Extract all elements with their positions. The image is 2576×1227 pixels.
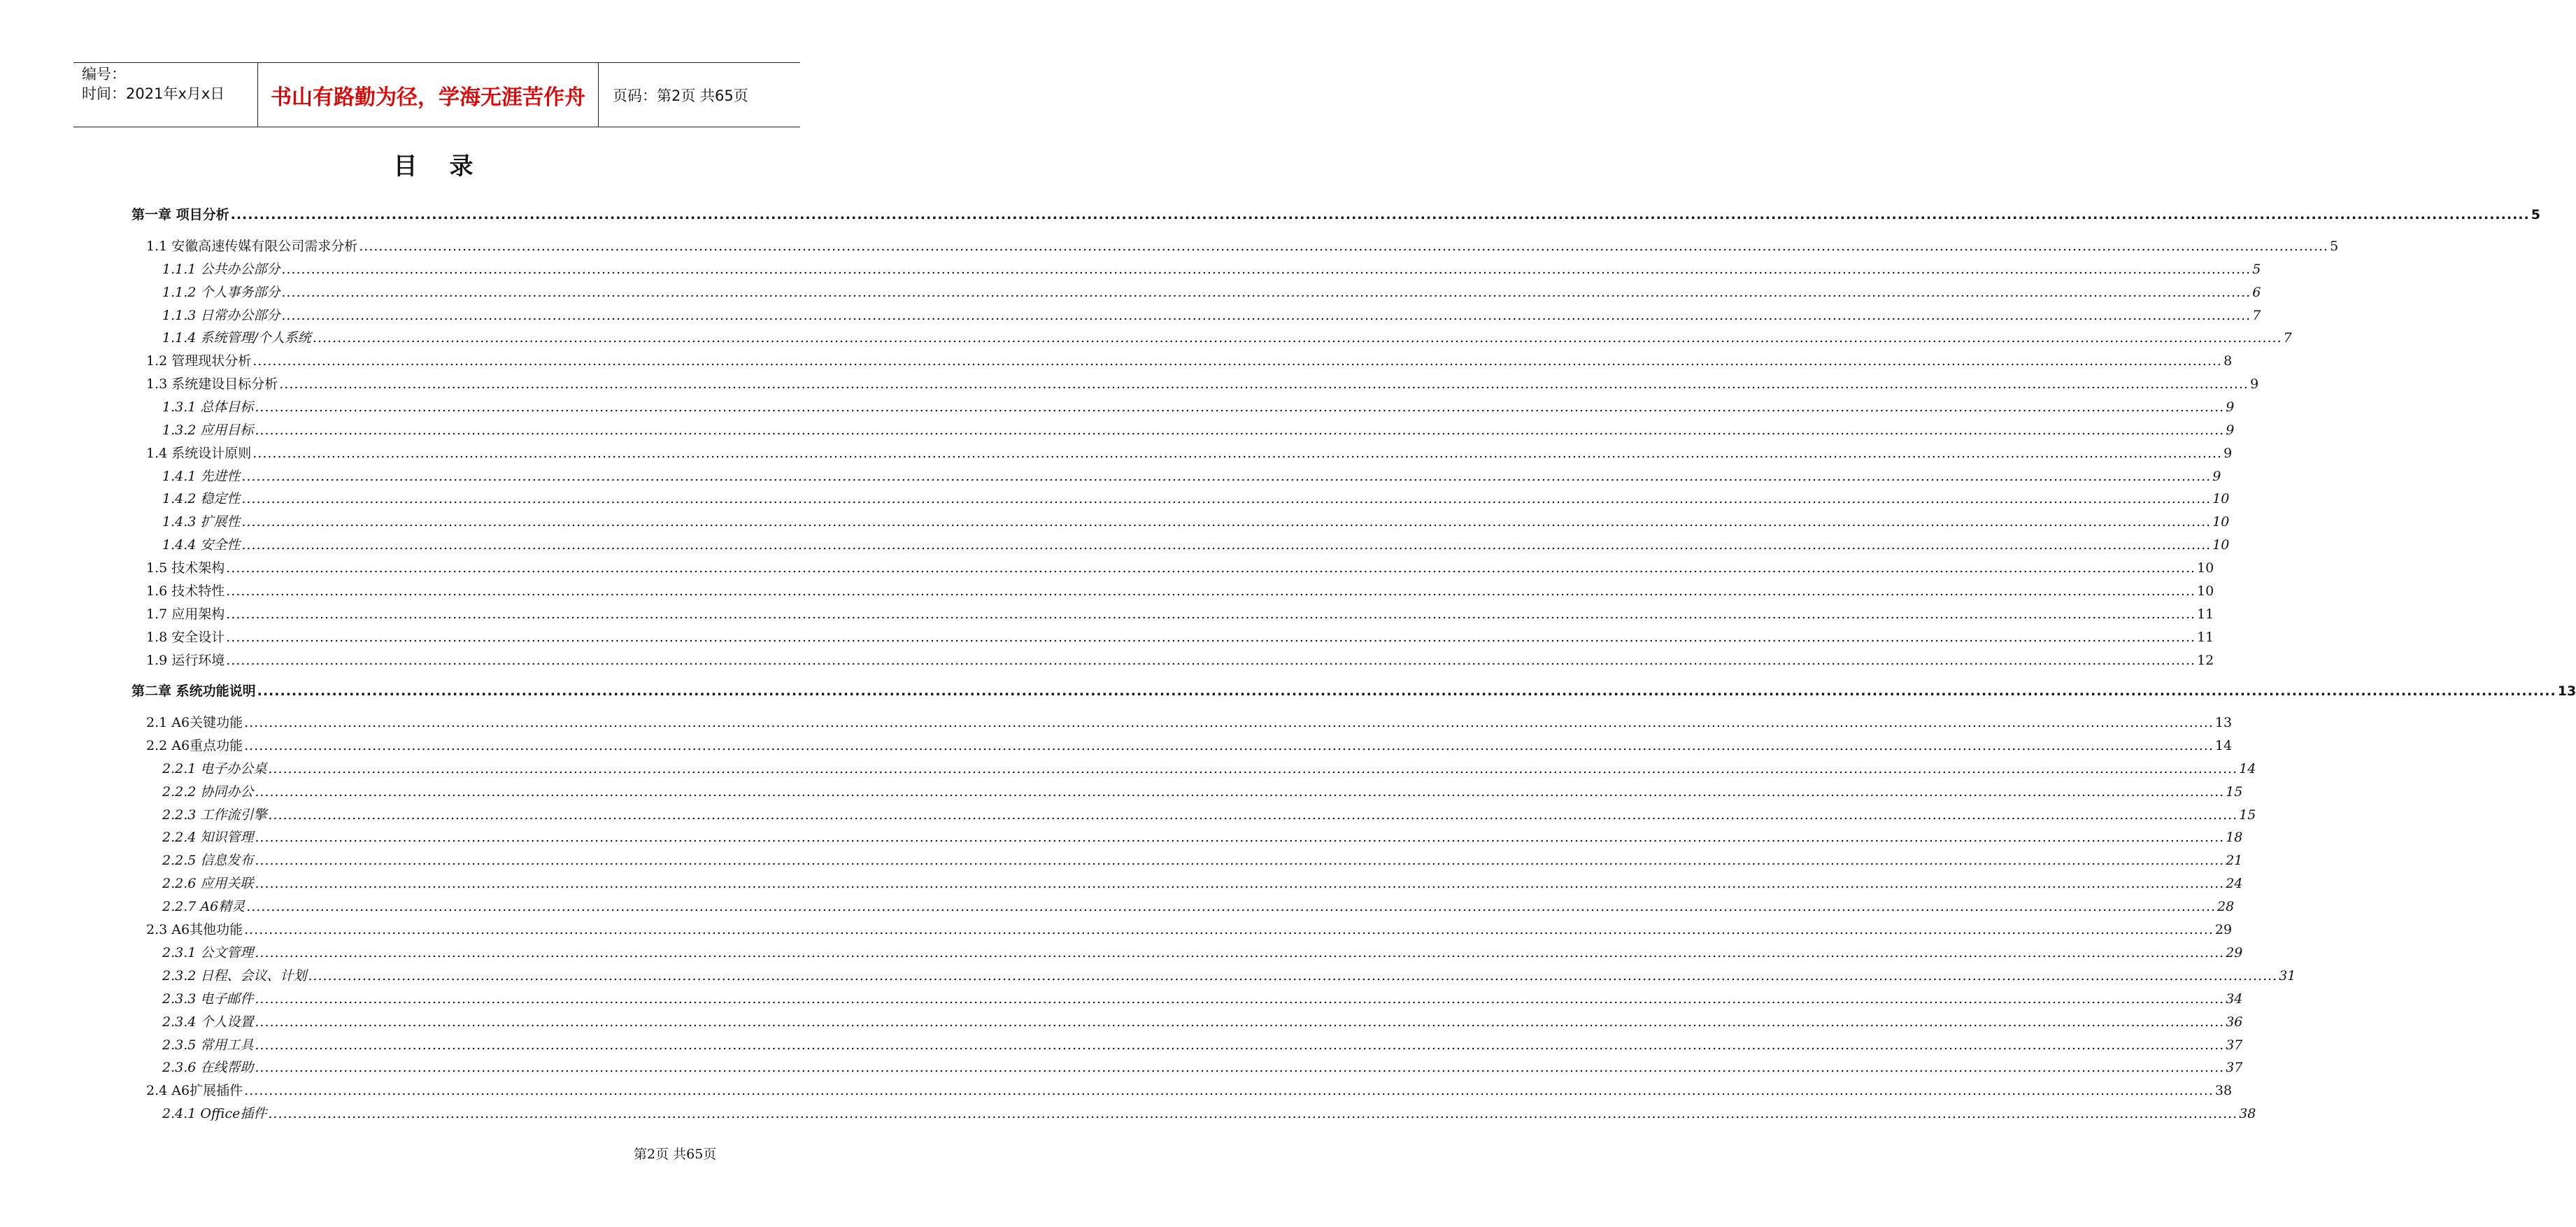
toc-entry-page: 28 xyxy=(2217,899,2235,914)
toc-entry-page: 37 xyxy=(2226,1060,2243,1075)
toc-entry[interactable] xyxy=(162,534,2230,553)
toc-entry[interactable] xyxy=(162,965,2296,984)
toc-entry-page: 11 xyxy=(2197,630,2214,645)
title-char-1: 目 xyxy=(393,153,419,180)
toc-leader-dots: ................................................................................................................................................................................................................................................................................................................................................................................................................ xyxy=(255,1060,2225,1075)
toc-entry-page: 36 xyxy=(2226,1014,2243,1030)
toc-entry-label: 2.3.2 日程、会议、计划 xyxy=(162,968,307,984)
document-header xyxy=(73,62,800,127)
toc-entry-page: 34 xyxy=(2226,991,2243,1007)
toc-entry-page: 10 xyxy=(2212,514,2230,530)
toc-entry-label: 1.5 技术架构 xyxy=(146,560,225,576)
toc-leader-dots: ................................................................................................................................................................................................................................................................................................................................................................................................................ xyxy=(226,583,2196,599)
page-title xyxy=(0,147,868,181)
toc-entry-label: 2.2.4 知识管理 xyxy=(162,830,254,845)
toc-entry[interactable] xyxy=(162,488,2230,507)
toc-leader-dots: ................................................................................................................................................................................................................................................................................................................................................................................................................ xyxy=(281,308,2251,323)
toc-entry-page: 11 xyxy=(2197,607,2214,622)
toc-leader-dots: ................................................................................................................................................................................................................................................................................................................................................................................................................ xyxy=(230,207,2530,222)
toc-leader-dots: ................................................................................................................................................................................................................................................................................................................................................................................................................ xyxy=(244,1083,2214,1098)
toc-entry-label: 1.1.1 公共办公部分 xyxy=(162,262,280,277)
toc-entry-label: 2.3.4 个人设置 xyxy=(162,1014,254,1030)
toc-leader-dots: ................................................................................................................................................................................................................................................................................................................................................................................................................ xyxy=(255,991,2225,1007)
toc-entry-page: 7 xyxy=(2283,330,2292,346)
toc-entry[interactable] xyxy=(146,581,2214,600)
toc-leader-dots: ................................................................................................................................................................................................................................................................................................................................................................................................................ xyxy=(241,514,2212,530)
toc-entry[interactable] xyxy=(162,1035,2243,1054)
toc-entry[interactable] xyxy=(162,988,2243,1007)
toc-entry-page: 5 xyxy=(2252,262,2261,277)
toc-leader-dots: ................................................................................................................................................................................................................................................................................................................................................................................................................ xyxy=(241,469,2212,484)
toc-entry-label: 2.2.7 A6精灵 xyxy=(162,899,245,914)
toc-entry-page: 9 xyxy=(2226,399,2235,415)
toc-entry-page: 38 xyxy=(2239,1106,2256,1121)
toc-leader-dots: ................................................................................................................................................................................................................................................................................................................................................................................................................ xyxy=(226,560,2196,576)
toc-entry-page: 7 xyxy=(2252,308,2261,323)
toc-leader-dots: ................................................................................................................................................................................................................................................................................................................................................................................................................ xyxy=(244,738,2214,753)
toc-entry-page: 5 xyxy=(2531,207,2540,222)
toc-entry-page: 14 xyxy=(2214,738,2233,753)
toc-entry-label: 1.4.4 安全性 xyxy=(162,537,241,553)
toc-leader-dots: ................................................................................................................................................................................................................................................................................................................................................................................................................ xyxy=(246,899,2216,914)
toc-entry-page: 29 xyxy=(2226,945,2243,960)
toc-entry-label: 2.2.2 协同办公 xyxy=(162,784,254,800)
toc-entry[interactable] xyxy=(146,374,2259,392)
toc-entry[interactable] xyxy=(162,781,2243,800)
toc-entry[interactable] xyxy=(162,1012,2243,1030)
toc-entry[interactable] xyxy=(162,758,2256,777)
toc-leader-dots: ................................................................................................................................................................................................................................................................................................................................................................................................................ xyxy=(255,1014,2225,1030)
toc-entry-label: 1.3 系统建设目标分析 xyxy=(146,376,278,392)
toc-entry[interactable] xyxy=(162,305,2261,324)
toc-entry[interactable] xyxy=(131,681,2576,700)
toc-entry-page: 10 xyxy=(2197,583,2214,599)
toc-entry-label: 2.3.3 电子邮件 xyxy=(162,991,254,1007)
toc-entry[interactable] xyxy=(146,443,2233,462)
toc-entry[interactable] xyxy=(162,804,2256,823)
toc-leader-dots: ................................................................................................................................................................................................................................................................................................................................................................................................................ xyxy=(268,761,2238,776)
title-char-2: 录 xyxy=(449,153,475,180)
toc-entry-label: 2.2 A6重点功能 xyxy=(146,738,243,753)
toc-leader-dots: ................................................................................................................................................................................................................................................................................................................................................................................................................ xyxy=(255,830,2225,845)
toc-entry[interactable] xyxy=(146,627,2214,646)
toc-leader-dots: ................................................................................................................................................................................................................................................................................................................................................................................................................ xyxy=(308,968,2278,984)
toc-entry-page: 9 xyxy=(2226,423,2235,438)
toc-leader-dots: ................................................................................................................................................................................................................................................................................................................................................................................................................ xyxy=(255,784,2225,800)
toc-entry[interactable] xyxy=(146,650,2214,669)
toc-entry[interactable] xyxy=(162,511,2230,530)
toc-entry-label: 1.1.2 个人事务部分 xyxy=(162,285,280,300)
toc-leader-dots: ................................................................................................................................................................................................................................................................................................................................................................................................................ xyxy=(281,285,2251,300)
toc-leader-dots: ................................................................................................................................................................................................................................................................................................................................................................................................................ xyxy=(252,446,2223,461)
toc-entry-label: 1.9 运行环境 xyxy=(146,653,225,668)
toc-entry-label: 1.3.1 总体目标 xyxy=(162,399,254,415)
toc-leader-dots: ................................................................................................................................................................................................................................................................................................................................................................................................................ xyxy=(312,330,2282,346)
toc-entry-page: 38 xyxy=(2214,1083,2233,1098)
toc-entry-page: 13 xyxy=(2557,683,2576,699)
toc-leader-dots: ................................................................................................................................................................................................................................................................................................................................................................................................................ xyxy=(244,922,2214,937)
toc-entry-label: 1.2 管理现状分析 xyxy=(146,353,252,369)
toc-entry-label: 1.3.2 应用目标 xyxy=(162,423,254,438)
header-page-info: 页码：第2页 共65页 xyxy=(613,87,748,104)
toc-entry-label: 1.4 系统设计原则 xyxy=(146,446,252,461)
toc-entry[interactable] xyxy=(162,850,2243,869)
toc-leader-dots: ................................................................................................................................................................................................................................................................................................................................................................................................................ xyxy=(226,653,2196,668)
toc-entry-label: 2.1 A6关键功能 xyxy=(146,715,243,730)
toc-leader-dots: ................................................................................................................................................................................................................................................................................................................................................................................................................ xyxy=(226,630,2196,645)
toc-entry-page: 31 xyxy=(2279,968,2296,984)
number-label: 编号： xyxy=(82,66,126,83)
toc-entry-label: 2.3 A6其他功能 xyxy=(146,922,243,937)
toc-entry[interactable] xyxy=(131,204,2540,223)
toc-entry-page: 9 xyxy=(2223,446,2233,461)
toc-entry[interactable] xyxy=(162,466,2221,485)
toc-entry-label: 1.6 技术特性 xyxy=(146,583,225,599)
toc-entry-label: 2.3.6 在线帮助 xyxy=(162,1060,254,1075)
toc-entry-label: 1.1 安徽高速传媒有限公司需求分析 xyxy=(146,239,358,254)
toc-entry-label: 2.3.5 常用工具 xyxy=(162,1037,254,1053)
toc-leader-dots: ................................................................................................................................................................................................................................................................................................................................................................................................................ xyxy=(241,537,2212,553)
toc-entry-label: 2.3.1 公文管理 xyxy=(162,945,254,960)
toc-leader-dots: ................................................................................................................................................................................................................................................................................................................................................................................................................ xyxy=(255,876,2225,891)
toc-entry-page: 37 xyxy=(2226,1037,2243,1053)
toc-entry-label: 2.2.6 应用关联 xyxy=(162,876,254,891)
toc-leader-dots: ................................................................................................................................................................................................................................................................................................................................................................................................................ xyxy=(279,376,2249,392)
toc-entry[interactable] xyxy=(162,397,2235,416)
time-label: 时间：2021年x月x日 xyxy=(82,85,225,102)
toc-entry[interactable] xyxy=(146,735,2233,754)
toc-leader-dots: ................................................................................................................................................................................................................................................................................................................................................................................................................ xyxy=(255,1037,2225,1053)
toc-entry-page: 10 xyxy=(2197,560,2214,576)
toc-leader-dots: ................................................................................................................................................................................................................................................................................................................................................................................................................ xyxy=(255,945,2225,960)
toc-entry-label: 2.2.3 工作流引擎 xyxy=(162,807,267,823)
toc-entry-page: 6 xyxy=(2252,285,2261,300)
toc-entry-page: 21 xyxy=(2226,853,2243,868)
toc-entry-label: 2.2.1 电子办公桌 xyxy=(162,761,267,776)
toc-entry-page: 14 xyxy=(2239,761,2256,776)
toc-entry-label: 2.2.5 信息发布 xyxy=(162,853,254,868)
toc-entry-label: 1.4.3 扩展性 xyxy=(162,514,241,530)
toc-leader-dots: ................................................................................................................................................................................................................................................................................................................................................................................................................ xyxy=(255,423,2225,438)
toc-entry[interactable] xyxy=(146,919,2233,938)
toc-entry-page: 24 xyxy=(2226,876,2243,891)
toc-entry-label: 1.8 安全设计 xyxy=(146,630,225,645)
toc-leader-dots: ................................................................................................................................................................................................................................................................................................................................................................................................................ xyxy=(244,715,2214,730)
toc-leader-dots: ................................................................................................................................................................................................................................................................................................................................................................................................................ xyxy=(241,491,2212,506)
toc-entry[interactable] xyxy=(162,327,2292,346)
toc-entry[interactable] xyxy=(162,1103,2256,1122)
toc-entry-page: 9 xyxy=(2212,469,2221,484)
toc-entry[interactable] xyxy=(146,604,2214,623)
toc-entry-page: 9 xyxy=(2250,376,2259,392)
toc-entry[interactable] xyxy=(162,942,2243,961)
toc-leader-dots: ................................................................................................................................................................................................................................................................................................................................................................................................................ xyxy=(257,683,2556,699)
toc-entry[interactable] xyxy=(146,1080,2233,1099)
toc-leader-dots: ................................................................................................................................................................................................................................................................................................................................................................................................................ xyxy=(255,853,2225,868)
toc-entry[interactable] xyxy=(162,420,2235,439)
toc-entry[interactable] xyxy=(146,558,2214,576)
toc-entry[interactable] xyxy=(146,712,2233,731)
toc-entry-page: 15 xyxy=(2226,784,2243,800)
toc-leader-dots: ................................................................................................................................................................................................................................................................................................................................................................................................................ xyxy=(359,239,2329,254)
toc-entry-page: 8 xyxy=(2223,353,2233,369)
toc-entry-page: 10 xyxy=(2212,537,2230,553)
toc-entry-label: 1.4.2 稳定性 xyxy=(162,491,241,506)
toc-entry[interactable] xyxy=(162,1057,2243,1076)
toc-entry-label: 1.4.1 先进性 xyxy=(162,469,241,484)
toc-entry-page: 10 xyxy=(2212,491,2230,506)
toc-entry[interactable] xyxy=(162,896,2235,915)
header-left-cell xyxy=(73,63,258,127)
toc-entry-page: 18 xyxy=(2226,830,2243,845)
toc-entry[interactable] xyxy=(162,259,2261,278)
toc-entry-label: 1.1.4 系统管理/个人系统 xyxy=(162,330,311,346)
page-footer: 第2页 共65页 xyxy=(634,1147,717,1162)
toc-entry-label: 第一章 项目分析 xyxy=(131,207,229,222)
toc-leader-dots: ................................................................................................................................................................................................................................................................................................................................................................................................................ xyxy=(268,1106,2238,1121)
toc-leader-dots: ................................................................................................................................................................................................................................................................................................................................................................................................................ xyxy=(226,607,2196,622)
toc-leader-dots: ................................................................................................................................................................................................................................................................................................................................................................................................................ xyxy=(268,807,2238,823)
toc-entry-page: 15 xyxy=(2239,807,2256,823)
toc-entry[interactable] xyxy=(146,350,2233,369)
toc-entry-page: 5 xyxy=(2330,239,2339,254)
toc-entry-label: 1.1.3 日常办公部分 xyxy=(162,308,280,323)
header-motto: 书山有路勤为径，学海无涯苦作舟 xyxy=(258,63,599,127)
toc-entry-label: 1.7 应用架构 xyxy=(146,607,225,622)
toc-entry-page: 29 xyxy=(2214,922,2233,937)
toc-entry[interactable] xyxy=(146,236,2339,255)
toc-leader-dots: ................................................................................................................................................................................................................................................................................................................................................................................................................ xyxy=(281,262,2251,277)
toc-entry-page: 13 xyxy=(2214,715,2233,730)
toc-entry[interactable] xyxy=(162,827,2243,846)
toc-entry[interactable] xyxy=(162,873,2243,892)
toc-entry-label: 第二章 系统功能说明 xyxy=(131,683,256,699)
toc-entry-page: 12 xyxy=(2197,653,2214,668)
toc-leader-dots: ................................................................................................................................................................................................................................................................................................................................................................................................................ xyxy=(252,353,2223,369)
toc-leader-dots: ................................................................................................................................................................................................................................................................................................................................................................................................................ xyxy=(255,399,2225,415)
toc-entry-label: 2.4 A6扩展插件 xyxy=(146,1083,243,1098)
toc-entry[interactable] xyxy=(162,282,2261,301)
toc-entry-label: 2.4.1 Office插件 xyxy=(162,1106,267,1121)
